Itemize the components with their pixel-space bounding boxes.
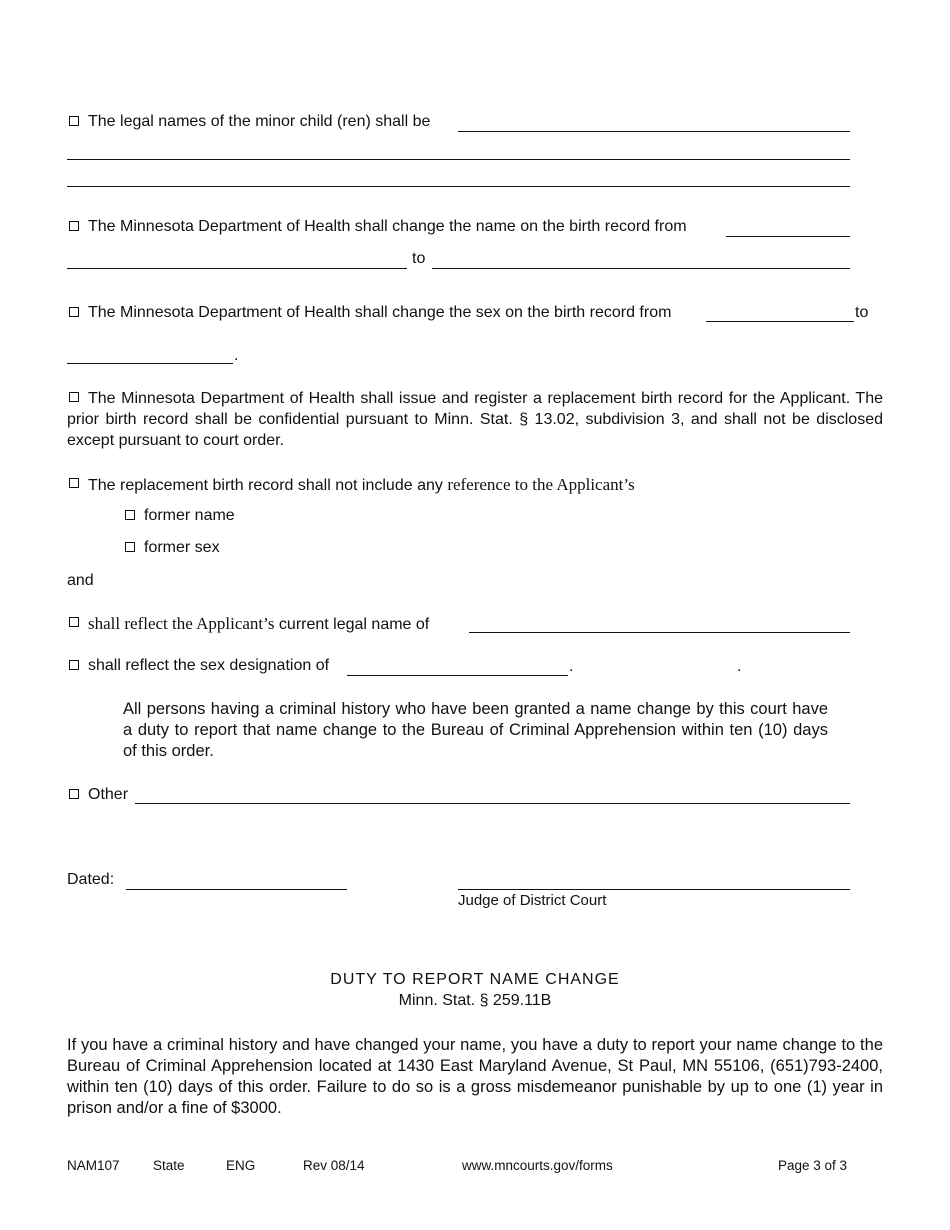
birth-record-name-to-line[interactable] [432, 268, 850, 269]
former-name-label: former name [144, 507, 235, 524]
no-reference-label-part1: The replacement birth record shall not include any [88, 477, 443, 494]
minor-children-checkbox[interactable] [69, 116, 79, 126]
minor-children-line-3[interactable] [67, 186, 850, 187]
minor-children-label: The legal names of the minor child (ren) shall be [88, 113, 431, 130]
footer-website-link[interactable]: www.mncourts.gov/forms [462, 1158, 613, 1173]
current-name-label [88, 614, 429, 634]
footer-language: ENG [226, 1158, 256, 1173]
birth-record-sex-checkbox[interactable] [69, 307, 79, 317]
birth-record-name-label: The Minnesota Department of Health shall change the name on the birth record from [88, 218, 687, 235]
footer-page-number: Page 3 of 3 [778, 1158, 848, 1173]
footer-form-id: NAM107 [67, 1158, 120, 1173]
criminal-history-notice: All persons having a criminal history who have been granted a name change by this court have a duty to report that name change to the Bureau of Criminal Apprehension within ten (10) days of this order. [123, 700, 828, 760]
birth-record-name-checkbox[interactable] [69, 221, 79, 231]
minor-children-line-1[interactable] [458, 131, 850, 132]
replacement-record-body: The Minnesota Department of Health shall issue and register a replacement birth record for the Applicant. The prior birth record shall be confidential pursuant to Minn. Stat. § 13.02, subdivision 3, and shall not be disclosed except pursuant to court order. [67, 390, 883, 449]
other-label: Other [88, 786, 129, 803]
current-name-label-part2: current legal name of [278, 616, 430, 633]
no-reference-label [88, 475, 635, 495]
duty-statute: Minn. Stat. § 259.11B [398, 992, 552, 1009]
no-reference-label-part2: reference to the Applicant’s [447, 475, 635, 494]
birth-record-name-from-line-2[interactable] [67, 268, 407, 269]
former-name-checkbox[interactable] [125, 510, 135, 520]
duty-title: DUTY TO REPORT NAME CHANGE [330, 971, 620, 988]
replacement-record-text [67, 388, 883, 451]
birth-record-name-to-label: to [412, 250, 426, 267]
and-label: and [67, 572, 94, 589]
birth-record-sex-period: . [234, 347, 239, 364]
other-checkbox[interactable] [69, 789, 79, 799]
minor-children-line-2[interactable] [67, 159, 850, 160]
sex-designation-label: shall reflect the sex designation of [88, 657, 330, 674]
former-sex-label: former sex [144, 539, 220, 556]
sex-designation-period-2: . [737, 658, 742, 675]
duty-body: If you have a criminal history and have changed your name, you have a duty to report your name change to the Bureau of Criminal Apprehension located at 1430 East Maryland Avenue, St Paul, MN 55106, (651)793-2400, within ten (10) days of this order. Failure to do so is a gross misdemeanor punishable by up to one (1) year in prison and/or a fine of $3000. [67, 1036, 883, 1117]
judge-signature-line[interactable] [458, 889, 850, 890]
judge-label: Judge of District Court [458, 892, 607, 909]
no-reference-checkbox[interactable] [69, 478, 79, 488]
current-name-line[interactable] [469, 632, 850, 633]
current-name-checkbox[interactable] [69, 617, 79, 627]
birth-record-sex-to-line[interactable] [67, 363, 233, 364]
birth-record-sex-to-label: to [855, 304, 869, 321]
dated-label: Dated: [67, 871, 115, 888]
footer-jurisdiction: State [153, 1158, 185, 1173]
former-sex-checkbox[interactable] [125, 542, 135, 552]
sex-designation-period: . [569, 658, 574, 675]
sex-designation-line[interactable] [347, 675, 568, 676]
other-line[interactable] [135, 803, 850, 804]
birth-record-sex-label: The Minnesota Department of Health shall change the sex on the birth record from [88, 304, 672, 321]
birth-record-sex-from-line[interactable] [706, 321, 854, 322]
dated-line[interactable] [126, 889, 347, 890]
sex-designation-checkbox[interactable] [69, 660, 79, 670]
footer-revision: Rev 08/14 [303, 1158, 365, 1173]
birth-record-name-from-line[interactable] [726, 236, 850, 237]
current-name-label-part1: shall reflect the Applicant’s [88, 614, 275, 633]
